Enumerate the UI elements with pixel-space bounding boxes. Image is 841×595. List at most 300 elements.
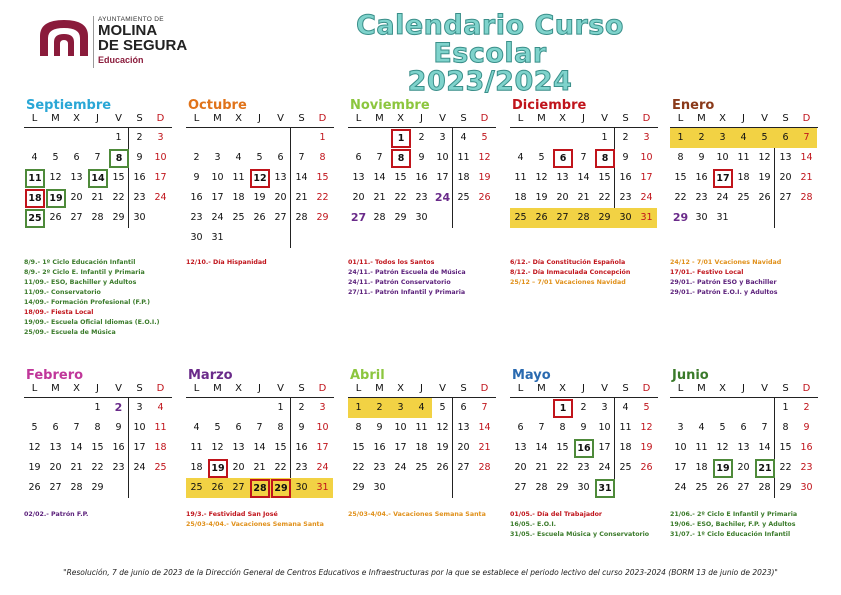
marked-day: 11 bbox=[25, 169, 45, 188]
day-cell: 12 bbox=[716, 442, 729, 453]
day-cell: 29 bbox=[594, 208, 615, 228]
marked-day: 25 bbox=[25, 209, 45, 228]
day-cell: 26 bbox=[758, 192, 771, 203]
day-cell: 16 bbox=[415, 172, 428, 183]
day-cell: 9 bbox=[622, 152, 629, 163]
day-cell: 25 bbox=[695, 482, 708, 493]
month-mayo bbox=[510, 368, 658, 498]
weekday-label: J bbox=[420, 383, 423, 394]
day-cell: 4 bbox=[517, 152, 524, 163]
month-name: Marzo bbox=[188, 368, 233, 383]
day-cell: 20 bbox=[737, 462, 750, 473]
weekday-label: V bbox=[601, 113, 608, 124]
day-cell: 18 bbox=[695, 462, 708, 473]
day-cell: 22 bbox=[112, 192, 125, 203]
day-cell: 20 bbox=[70, 192, 83, 203]
day-cell: 9 bbox=[698, 152, 705, 163]
day-cell: 10 bbox=[640, 152, 653, 163]
note-line: 25/03-4/04.- Vacaciones Semana Santa bbox=[186, 521, 324, 528]
week-row bbox=[670, 208, 818, 228]
day-cell bbox=[390, 148, 411, 168]
weekday-label: M bbox=[537, 383, 546, 394]
note-line: 01/05.- Día del Trabajador bbox=[510, 511, 603, 518]
month-name: Enero bbox=[672, 98, 715, 113]
note-line: 29/01.- Patrón E.O.I. y Adultos bbox=[670, 289, 778, 296]
day-cell: 17 bbox=[674, 462, 687, 473]
day-cell: 11 bbox=[457, 152, 470, 163]
day-cell: 15 bbox=[352, 442, 365, 453]
day-cell: 23 bbox=[112, 462, 125, 473]
note-line: 17/01.- Festivo Local bbox=[670, 269, 744, 276]
day-cell: 21 bbox=[91, 192, 104, 203]
day-cell: 8 bbox=[319, 152, 326, 163]
day-cell: 25 bbox=[737, 192, 750, 203]
notes-enero bbox=[670, 258, 830, 298]
month-grid bbox=[510, 383, 658, 498]
week-row bbox=[348, 478, 496, 498]
day-cell: 13 bbox=[274, 172, 287, 183]
week-row bbox=[510, 168, 658, 188]
day-cell: 22 bbox=[352, 462, 365, 473]
day-cell: 27 bbox=[457, 462, 470, 473]
day-cell: 9 bbox=[418, 152, 425, 163]
day-cell: 16 bbox=[800, 442, 813, 453]
day-cell: 5 bbox=[481, 132, 488, 143]
day-cell: 18 bbox=[415, 442, 428, 453]
weekday-label: X bbox=[73, 383, 80, 394]
day-cell: 27 bbox=[779, 192, 792, 203]
week-row bbox=[670, 418, 818, 438]
day-cell: 4 bbox=[698, 422, 705, 433]
notes-octubre bbox=[186, 258, 346, 268]
day-cell: 12 bbox=[640, 422, 653, 433]
day-cell: 20 bbox=[352, 192, 365, 203]
day-cell: 18 bbox=[232, 192, 245, 203]
day-cell: 18 bbox=[457, 172, 470, 183]
week-row bbox=[670, 168, 818, 188]
day-cell: 7 bbox=[761, 422, 768, 433]
weekday-label: D bbox=[802, 383, 811, 394]
weekday-label: M bbox=[51, 383, 60, 394]
weekday-label: X bbox=[73, 113, 80, 124]
weekday-header bbox=[348, 383, 496, 398]
month-junio bbox=[670, 368, 818, 498]
day-cell: 30 bbox=[373, 482, 386, 493]
month-grid bbox=[186, 113, 334, 248]
weekday-header bbox=[186, 113, 334, 128]
notes-marzo bbox=[186, 510, 346, 530]
note-line: 24/11.- Patrón Conservatorio bbox=[348, 279, 451, 286]
day-cell: 16 bbox=[619, 172, 632, 183]
notes-abril bbox=[348, 510, 508, 520]
day-cell: 23 bbox=[190, 212, 203, 223]
day-cell: 13 bbox=[70, 172, 83, 183]
note-line: 25/12 – 7/01 Vacaciones Navidad bbox=[510, 279, 626, 286]
month-grid bbox=[510, 113, 658, 228]
month-grid bbox=[348, 383, 496, 498]
week-row bbox=[510, 398, 658, 418]
day-cell: 17 bbox=[211, 192, 224, 203]
day-cell: 19 bbox=[535, 192, 548, 203]
marked-day: 12 bbox=[250, 169, 270, 188]
header bbox=[0, 0, 841, 97]
day-cell: 15 bbox=[112, 172, 125, 183]
week-row bbox=[24, 458, 172, 478]
day-cell: 24 bbox=[716, 192, 729, 203]
day-cell bbox=[24, 208, 45, 228]
weekday-label: D bbox=[642, 383, 651, 394]
day-cell: 10 bbox=[394, 422, 407, 433]
day-cell: 17 bbox=[436, 172, 449, 183]
marked-day: 31 bbox=[595, 479, 615, 498]
weekday-label: D bbox=[318, 383, 327, 394]
day-cell: 7 bbox=[298, 152, 305, 163]
day-cell: 27 bbox=[514, 482, 527, 493]
note-line: 11/09.- ESO, Bachiller y Adultos bbox=[24, 279, 137, 286]
day-cell: 27 bbox=[70, 212, 83, 223]
weekday-label: S bbox=[298, 113, 305, 124]
day-cell bbox=[573, 438, 594, 458]
notes-mayo bbox=[510, 510, 670, 540]
day-cell: 11 bbox=[232, 172, 245, 183]
note-line: 19/3.- Festividad San José bbox=[186, 511, 278, 518]
day-cell: 11 bbox=[695, 442, 708, 453]
weekday-label: V bbox=[761, 113, 768, 124]
day-cell bbox=[87, 168, 108, 188]
note-line: 8/9.- 2º Ciclo E. Infantil y Primaria bbox=[24, 269, 145, 276]
patron-day: 29 bbox=[672, 211, 689, 224]
week-row bbox=[186, 398, 334, 418]
week-row bbox=[24, 128, 172, 148]
day-cell: 22 bbox=[556, 462, 569, 473]
weekday-label: J bbox=[258, 113, 261, 124]
note-line: 19/09.- Escuela Oficial Idiomas (E.O.I.) bbox=[24, 319, 160, 326]
weekday-label: L bbox=[517, 113, 524, 124]
day-cell: 8 bbox=[782, 422, 789, 433]
day-cell: 29 bbox=[112, 212, 125, 223]
day-cell: 31 bbox=[716, 212, 729, 223]
note-line: 01/11.- Todos los Santos bbox=[348, 259, 435, 266]
day-cell: 11 bbox=[619, 422, 632, 433]
day-cell: 13 bbox=[232, 442, 245, 453]
marked-day: 14 bbox=[88, 169, 108, 188]
day-cell: 3 bbox=[439, 132, 446, 143]
weekday-label: S bbox=[136, 113, 143, 124]
day-cell: 15 bbox=[674, 172, 687, 183]
day-cell: 24 bbox=[640, 192, 653, 203]
weekday-label: V bbox=[439, 383, 446, 394]
day-cell: 5 bbox=[538, 152, 545, 163]
day-cell: 5 bbox=[643, 402, 650, 413]
day-cell: 3 bbox=[712, 128, 733, 148]
day-cell: 26 bbox=[531, 208, 552, 228]
day-cell: 20 bbox=[457, 442, 470, 453]
day-cell: 10 bbox=[133, 422, 146, 433]
patron-day: 27 bbox=[350, 211, 367, 224]
weekday-label: D bbox=[156, 113, 165, 124]
day-cell: 4 bbox=[235, 152, 242, 163]
day-cell: 21 bbox=[535, 462, 548, 473]
week-row bbox=[348, 418, 496, 438]
week-row bbox=[348, 208, 496, 228]
weekday-label: M bbox=[697, 113, 706, 124]
day-cell: 6 bbox=[775, 128, 796, 148]
logo-small-text: AYUNTAMIENTO DE bbox=[98, 16, 164, 23]
weekday-label: M bbox=[697, 383, 706, 394]
weekday-label: S bbox=[460, 113, 467, 124]
day-cell: 30 bbox=[291, 478, 312, 498]
weekday-label: V bbox=[277, 383, 284, 394]
week-row bbox=[510, 128, 658, 148]
weekday-label: M bbox=[537, 113, 546, 124]
day-cell: 5 bbox=[214, 422, 221, 433]
month-name: Abril bbox=[350, 368, 385, 383]
weekday-label: M bbox=[375, 383, 384, 394]
day-cell bbox=[552, 398, 573, 418]
day-cell: 1 bbox=[319, 132, 326, 143]
day-cell: 27 bbox=[49, 482, 62, 493]
day-cell: 23 bbox=[577, 462, 590, 473]
day-cell: 14 bbox=[373, 172, 386, 183]
day-cell bbox=[270, 478, 291, 498]
day-cell: 17 bbox=[154, 172, 167, 183]
day-cell: 21 bbox=[373, 192, 386, 203]
weekday-label: J bbox=[582, 113, 585, 124]
day-cell: 14 bbox=[70, 442, 83, 453]
month-enero bbox=[670, 98, 818, 228]
week-row bbox=[24, 148, 172, 168]
day-cell: 22 bbox=[394, 192, 407, 203]
day-cell: 4 bbox=[460, 132, 467, 143]
weekday-label: D bbox=[802, 113, 811, 124]
weekday-label: J bbox=[742, 113, 745, 124]
week-row bbox=[510, 478, 658, 498]
weekday-label: D bbox=[642, 113, 651, 124]
day-cell: 12 bbox=[436, 422, 449, 433]
weekday-label: X bbox=[397, 113, 404, 124]
weekday-header bbox=[348, 113, 496, 128]
day-cell: 16 bbox=[112, 442, 125, 453]
month-grid bbox=[24, 383, 172, 498]
day-cell: 15 bbox=[598, 172, 611, 183]
day-cell: 26 bbox=[716, 482, 729, 493]
day-cell: 3 bbox=[157, 132, 164, 143]
day-cell: 28 bbox=[758, 482, 771, 493]
day-cell: 4 bbox=[157, 402, 164, 413]
week-row bbox=[348, 438, 496, 458]
day-cell: 5 bbox=[256, 152, 263, 163]
note-line: 02/02.- Patrón F.P. bbox=[24, 511, 89, 518]
day-cell: 3 bbox=[601, 402, 608, 413]
day-cell: 3 bbox=[136, 402, 143, 413]
day-cell: 17 bbox=[640, 172, 653, 183]
week-row bbox=[348, 188, 496, 208]
month-septiembre bbox=[24, 98, 172, 228]
week-row bbox=[670, 398, 818, 418]
marked-day: 1 bbox=[391, 129, 411, 148]
week-row bbox=[186, 458, 334, 478]
day-cell: 23 bbox=[295, 462, 308, 473]
day-cell: 12 bbox=[478, 152, 491, 163]
weekday-label: L bbox=[193, 113, 200, 124]
day-cell: 18 bbox=[619, 442, 632, 453]
day-cell: 28 bbox=[91, 212, 104, 223]
note-line: 25/09.- Escuela de Música bbox=[24, 329, 116, 336]
note-line: 24/12 - 7/01 Vcaciones Navidad bbox=[670, 259, 782, 266]
day-cell bbox=[249, 478, 270, 498]
arch-logo-icon bbox=[38, 18, 90, 58]
weekday-label: S bbox=[782, 383, 789, 394]
day-cell: 28 bbox=[295, 212, 308, 223]
day-cell: 24 bbox=[316, 462, 329, 473]
day-cell: 11 bbox=[514, 172, 527, 183]
weekday-label: V bbox=[115, 383, 122, 394]
week-row bbox=[348, 458, 496, 478]
week-row bbox=[186, 478, 334, 498]
month-diciembre bbox=[510, 98, 658, 228]
day-cell: 12 bbox=[211, 442, 224, 453]
logo-line1: MOLINA bbox=[98, 22, 158, 39]
weekday-label: L bbox=[677, 383, 684, 394]
marked-day: 6 bbox=[553, 149, 573, 168]
week-row bbox=[186, 438, 334, 458]
note-line: 14/09.- Formación Profesional (F.P.) bbox=[24, 299, 150, 306]
day-cell: 19 bbox=[640, 442, 653, 453]
day-cell bbox=[432, 188, 453, 208]
day-cell: 22 bbox=[674, 192, 687, 203]
weekday-label: L bbox=[31, 113, 38, 124]
day-cell: 11 bbox=[415, 422, 428, 433]
day-cell: 30 bbox=[415, 212, 428, 223]
weekday-header bbox=[670, 383, 818, 398]
week-row bbox=[24, 188, 172, 208]
day-cell: 10 bbox=[716, 152, 729, 163]
marked-day: 8 bbox=[109, 149, 129, 168]
marked-day: 18 bbox=[25, 189, 45, 208]
day-cell: 28 bbox=[535, 482, 548, 493]
weekday-label: X bbox=[235, 113, 242, 124]
day-cell: 6 bbox=[52, 422, 59, 433]
day-cell bbox=[712, 168, 733, 188]
weekday-label: X bbox=[719, 383, 726, 394]
day-cell: 23 bbox=[415, 192, 428, 203]
day-cell: 6 bbox=[73, 152, 80, 163]
day-cell: 25 bbox=[415, 462, 428, 473]
day-cell: 11 bbox=[190, 442, 203, 453]
weekday-label: V bbox=[761, 383, 768, 394]
weekday-label: S bbox=[136, 383, 143, 394]
day-cell: 25 bbox=[510, 208, 531, 228]
week-row bbox=[24, 208, 172, 228]
week-row bbox=[670, 148, 818, 168]
month-name: Septiembre bbox=[26, 98, 112, 113]
week-row bbox=[510, 188, 658, 208]
weekday-header bbox=[24, 113, 172, 128]
day-cell: 7 bbox=[481, 402, 488, 413]
marked-day: 17 bbox=[713, 169, 733, 188]
notes-junio bbox=[670, 510, 830, 540]
weekday-label: S bbox=[622, 383, 629, 394]
marked-day: 16 bbox=[574, 439, 594, 458]
day-cell: 31 bbox=[636, 208, 657, 228]
weekday-label: V bbox=[277, 113, 284, 124]
day-cell: 28 bbox=[373, 212, 386, 223]
weekday-header bbox=[510, 113, 658, 128]
page-title bbox=[300, 12, 680, 96]
month-name: Diciembre bbox=[512, 98, 587, 113]
weekday-label: D bbox=[318, 113, 327, 124]
weekday-label: J bbox=[582, 383, 585, 394]
weekday-label: M bbox=[51, 113, 60, 124]
day-cell: 17 bbox=[394, 442, 407, 453]
day-cell: 24 bbox=[211, 212, 224, 223]
marked-day: 8 bbox=[391, 149, 411, 168]
day-cell: 13 bbox=[49, 442, 62, 453]
day-cell: 26 bbox=[49, 212, 62, 223]
day-cell: 29 bbox=[556, 482, 569, 493]
day-cell: 13 bbox=[737, 442, 750, 453]
patron-day: 24 bbox=[434, 191, 451, 204]
day-cell: 13 bbox=[457, 422, 470, 433]
month-grid bbox=[670, 113, 818, 228]
day-cell: 29 bbox=[394, 212, 407, 223]
day-cell: 23 bbox=[133, 192, 146, 203]
day-cell: 3 bbox=[390, 398, 411, 418]
note-line: 27/11.- Patrón Infantil y Primaria bbox=[348, 289, 466, 296]
weekday-label: J bbox=[96, 383, 99, 394]
week-row bbox=[670, 478, 818, 498]
day-cell: 6 bbox=[355, 152, 362, 163]
day-cell bbox=[594, 478, 615, 498]
day-cell: 27 bbox=[552, 208, 573, 228]
month-marzo bbox=[186, 368, 334, 498]
week-row bbox=[24, 398, 172, 418]
weekday-header bbox=[510, 383, 658, 398]
day-cell: 24 bbox=[598, 462, 611, 473]
day-cell: 2 bbox=[418, 132, 425, 143]
day-cell: 5 bbox=[439, 402, 446, 413]
month-noviembre bbox=[348, 98, 496, 228]
month-name: Octubre bbox=[188, 98, 247, 113]
day-cell: 9 bbox=[193, 172, 200, 183]
day-cell bbox=[390, 128, 411, 148]
week-row bbox=[186, 128, 334, 148]
weekday-label: S bbox=[298, 383, 305, 394]
day-cell bbox=[249, 168, 270, 188]
day-cell: 14 bbox=[253, 442, 266, 453]
day-cell: 19 bbox=[436, 442, 449, 453]
week-row bbox=[24, 438, 172, 458]
notes-febrero bbox=[24, 510, 184, 520]
day-cell: 9 bbox=[115, 422, 122, 433]
day-cell: 8 bbox=[559, 422, 566, 433]
day-cell bbox=[207, 458, 228, 478]
day-cell: 15 bbox=[556, 442, 569, 453]
day-cell: 10 bbox=[436, 152, 449, 163]
day-cell: 3 bbox=[643, 132, 650, 143]
week-row bbox=[186, 228, 334, 248]
day-cell bbox=[45, 188, 66, 208]
note-line: 19/06.- ESO, Bachiler, F.P. y Adultos bbox=[670, 521, 796, 528]
day-cell: 15 bbox=[91, 442, 104, 453]
day-cell: 5 bbox=[31, 422, 38, 433]
day-cell: 16 bbox=[190, 192, 203, 203]
day-cell: 31 bbox=[312, 478, 333, 498]
note-line: 21/06.- 2º Ciclo E Infantil y Primaria bbox=[670, 511, 798, 518]
day-cell: 8 bbox=[677, 152, 684, 163]
weekday-label: X bbox=[397, 383, 404, 394]
day-cell: 24 bbox=[674, 482, 687, 493]
